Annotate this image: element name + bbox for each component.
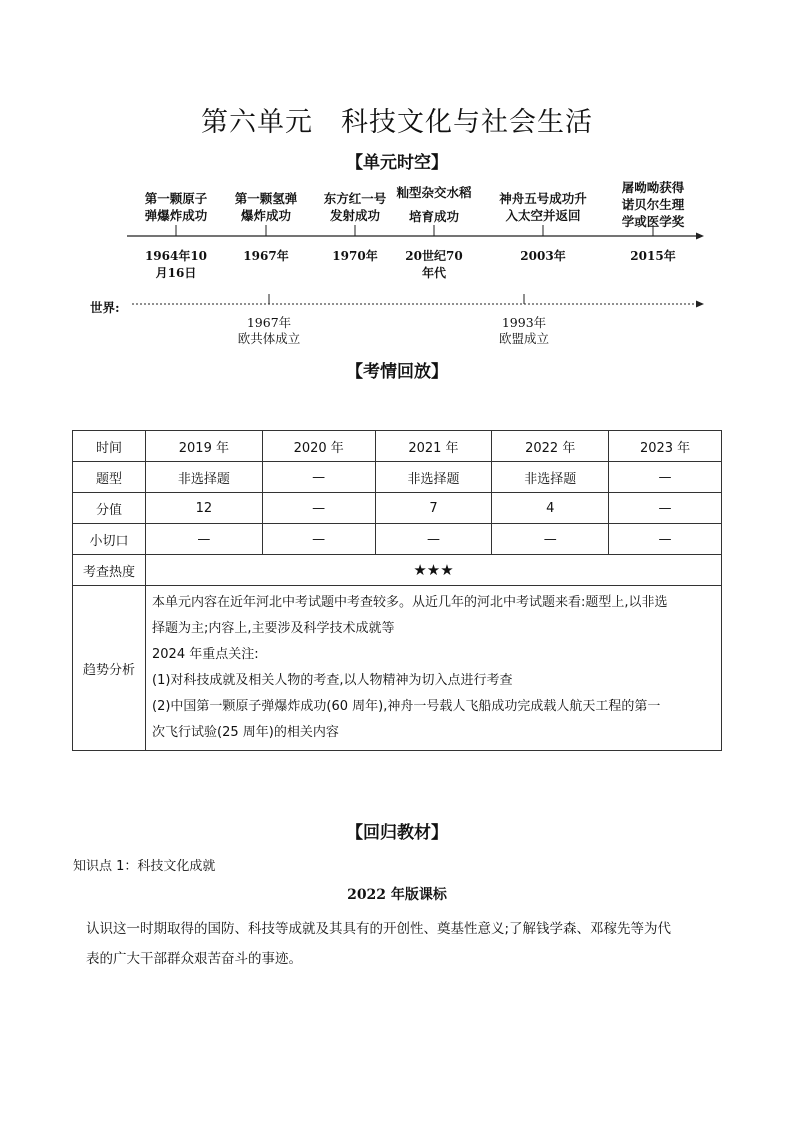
timeline-date-2: 1967年 xyxy=(243,249,289,263)
table-cell: — xyxy=(262,524,375,555)
table-row xyxy=(73,493,722,524)
timeline-event-6: 屠呦呦获得 诺贝尔生理 学或医学奖 xyxy=(621,180,685,229)
exam-review-table xyxy=(72,430,722,751)
table-cell: — xyxy=(146,524,263,555)
heat-stars: ★★★ xyxy=(146,555,722,586)
world-axis-arrow xyxy=(696,301,704,308)
section-heading-textbook: 【回归教材】 xyxy=(346,823,448,843)
china-axis-arrow xyxy=(696,233,704,240)
table-cell: — xyxy=(262,493,375,524)
table-cell: 非选择题 xyxy=(146,462,263,493)
timeline-date-6: 2015年 xyxy=(630,249,676,263)
heat-label: 考查热度 xyxy=(73,555,146,586)
table-cell: 小切口 xyxy=(73,524,146,555)
table-header-row xyxy=(73,431,722,462)
trend-label: 趋势分析 xyxy=(73,586,146,751)
table-cell: 12 xyxy=(146,493,263,524)
table-cell: 非选择题 xyxy=(492,462,609,493)
table-cell: 非选择题 xyxy=(375,462,492,493)
table-cell: 分值 xyxy=(73,493,146,524)
table-cell: 题型 xyxy=(73,462,146,493)
timeline-date-5: 2003年 xyxy=(520,249,566,263)
standard-title: 2022 年版课标 xyxy=(347,887,447,903)
page-title: 第六单元 科技文化与社会生活 xyxy=(201,107,593,138)
table-cell: 2019 年 xyxy=(146,431,263,462)
section-heading-exam-review: 【考情回放】 xyxy=(346,362,448,382)
table-cell: 时间 xyxy=(73,431,146,462)
table-cell: — xyxy=(609,493,722,524)
timeline-event-2: 第一颗氢弹 爆炸成功 xyxy=(234,191,298,223)
table-row-trend xyxy=(73,586,722,751)
knowledge-point-heading: 知识点 1：科技文化成就 xyxy=(73,859,216,874)
table-cell: 2020 年 xyxy=(262,431,375,462)
timeline-date-4: 20世纪70 年代 xyxy=(405,249,463,280)
trend-analysis-text: 本单元内容在近年河北中考试题中考查较多。从近几年的河北中考试题来看:题型上,以非选 择题为主;内容上,主要涉及科学技术成就等 2024 年重点关注: (1)对科技成就及相关人物的考查,以人物精神为切入点进行考查 (2)中国第一颗原子弹爆炸成功(60 周年),神舟一号载人飞船成功完成载人航天工程的第一 次飞行试验(25 周年)的相关内容 xyxy=(146,586,722,751)
table-cell: 2022 年 xyxy=(492,431,609,462)
timeline-event-4: 籼型杂交水稻 培育成功 xyxy=(396,185,472,224)
section-heading-timeline: 【单元时空】 xyxy=(346,153,448,173)
world-label: 世界: xyxy=(90,300,120,315)
table-cell: 4 xyxy=(492,493,609,524)
timeline-event-5: 神舟五号成功升 入太空并返回 xyxy=(499,191,587,223)
table-cell: — xyxy=(375,524,492,555)
table-cell: — xyxy=(609,524,722,555)
table-cell: — xyxy=(262,462,375,493)
table-cell: 2021 年 xyxy=(375,431,492,462)
timeline-date-1: 1964年10 月16日 xyxy=(144,249,208,280)
table-row xyxy=(73,462,722,493)
table-row xyxy=(73,524,722,555)
table-row-heat xyxy=(73,555,722,586)
timeline-event-3: 东方红一号 发射成功 xyxy=(323,191,387,223)
standard-text: 认识这一时期取得的国防、科技等成就及其具有的开创性、奠基性意义;了解钱学森、邓稼先等为代 表的广大干部群众艰苦奋斗的事迹。 xyxy=(86,921,672,967)
table-cell: — xyxy=(609,462,722,493)
table-cell: — xyxy=(492,524,609,555)
timeline-date-3: 1970年 xyxy=(332,249,378,263)
table-cell: 7 xyxy=(375,493,492,524)
world-event-2: 1993年 欧盟成立 xyxy=(498,315,549,346)
table-cell: 2023 年 xyxy=(609,431,722,462)
world-event-1: 1967年 欧共体成立 xyxy=(237,315,301,346)
timeline-event-1: 第一颗原子 弹爆炸成功 xyxy=(144,191,208,223)
